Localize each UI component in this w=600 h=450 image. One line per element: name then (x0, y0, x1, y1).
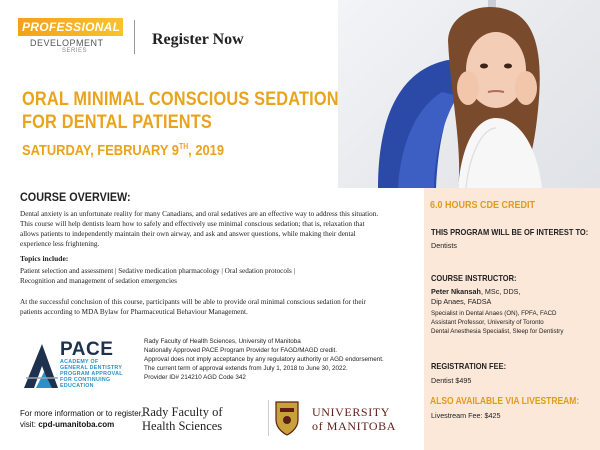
professional-development-logo (18, 18, 123, 58)
course-conclusion-paragraph: At the successful conclusion of this course, participants will be able to provide oral minimal conscious sedation for their patients according to MDA Bylaw for Pharmaceutical Behaviour Management. (20, 298, 366, 316)
event-date-prefix: SATURDAY, FEBRUARY 9 (22, 142, 179, 159)
topics-list (20, 266, 385, 286)
instructor-name-bold: Peter Nkansah (431, 287, 481, 296)
pace-wordmark (60, 340, 123, 389)
pace-sub-line: GENERAL DENTISTRY (60, 365, 123, 371)
registration-url-link[interactable]: cpd-umanitoba.com (38, 420, 115, 429)
accreditation-statement (144, 337, 394, 382)
instructor-details (431, 309, 599, 336)
fee-value: Dentist $495 (431, 376, 472, 385)
instructor-detail-line: Specialist in Dental Anaes (ON), FPFA, FACD (431, 310, 557, 317)
pace-sub-line: PROGRAM APPROVAL (60, 371, 123, 377)
accreditation-line: Provider ID# 214210 AGD Code 342 (144, 374, 246, 381)
topics-line: Recognition and management of sedation emergencies (20, 277, 177, 285)
event-title (22, 88, 357, 134)
contact-info (20, 408, 143, 430)
instructor-creds-line2: Dip Anaes, FADSA (431, 297, 492, 306)
patient-illustration (338, 0, 600, 188)
instructor-name (431, 287, 599, 297)
event-date-suffix: TH (178, 142, 189, 151)
pace-sub-line: EDUCATION (60, 383, 94, 389)
pace-word: PACE (60, 339, 114, 360)
accreditation-line: Rady Faculty of Health Sciences, University of Manitoba (144, 338, 301, 345)
fee-heading: REGISTRATION FEE: (431, 361, 507, 371)
rady-faculty-wordmark (142, 405, 262, 433)
pace-sub-line: FOR CONTINUING (60, 377, 111, 383)
um-crest-icon (268, 398, 304, 438)
cde-credit: 6.0 HOURS CDE CREDIT (430, 200, 536, 211)
instructor-heading: COURSE INSTRUCTOR: (431, 273, 517, 283)
um-line: UNIVERSITY (312, 405, 390, 419)
accreditation-line: The current term of approval extends from July 1, 2018 to June 30, 2022. (144, 365, 348, 372)
event-date-year: , 2019 (188, 142, 225, 159)
topics-heading: Topics include: (20, 254, 69, 263)
course-overview-paragraph: Dental anxiety is an unfortunate reality for many Canadians, and oral sedatives are an effective way to address this situation. This course will help dentists learn how to safely and effectively use minimal conscious sedation; that is, relaxation that allows patients to independently maintain their own airway, and ask and answer questions, while making their dental experience less frightening. (20, 210, 379, 248)
accreditation-line: Approval does not imply acceptance by any regulatory authority or AGD endorsement. (144, 356, 384, 363)
livestream-heading: ALSO AVAILABLE VIA LIVESTREAM: (430, 396, 580, 407)
patient-photo (338, 0, 600, 188)
interest-value: Dentists (431, 241, 457, 250)
topics-line: Patient selection and assessment | Sedative medication pharmacology | Oral sedation protocols | (20, 267, 295, 275)
logo-line3: SERIES (62, 48, 88, 54)
logo-line1: PROFESSIONAL (18, 18, 123, 36)
pace-sub-line: ACADEMY OF (60, 359, 99, 365)
event-title-line1: ORAL MINIMAL CONSCIOUS SEDATION (22, 89, 339, 110)
course-overview-heading: COURSE OVERVIEW: (20, 190, 131, 204)
rady-line: Health Sciences (142, 419, 223, 433)
event-title-line2: FOR DENTAL PATIENTS (22, 112, 212, 133)
contact-line: For more information or to register, (20, 409, 144, 418)
event-date (22, 142, 224, 159)
um-line: of MANITOBA (312, 419, 397, 433)
livestream-fee: Livestream Fee: $425 (431, 411, 501, 420)
university-of-manitoba-wordmark (312, 405, 396, 433)
visit-line (20, 419, 143, 430)
header-divider (134, 20, 135, 54)
accreditation-line: Nationally Approved PACE Program Provider for FAGD/MAGD credit. (144, 347, 338, 354)
instructor-detail-line: Assistant Professor, University of Toronto (431, 319, 544, 326)
interest-heading: THIS PROGRAM WILL BE OF INTEREST TO: (431, 227, 589, 237)
logo-line2: DEVELOPMENT (30, 38, 104, 48)
visit-label: visit: (20, 420, 39, 429)
instructor-detail-line: Dental Anesthesia Specialist, Sleep for Dentistry (431, 328, 564, 335)
instructor-creds: , MSc, DDS, (480, 287, 521, 296)
rady-line: Rady Faculty of (142, 405, 223, 419)
register-now-link[interactable]: Register Now (152, 31, 244, 48)
